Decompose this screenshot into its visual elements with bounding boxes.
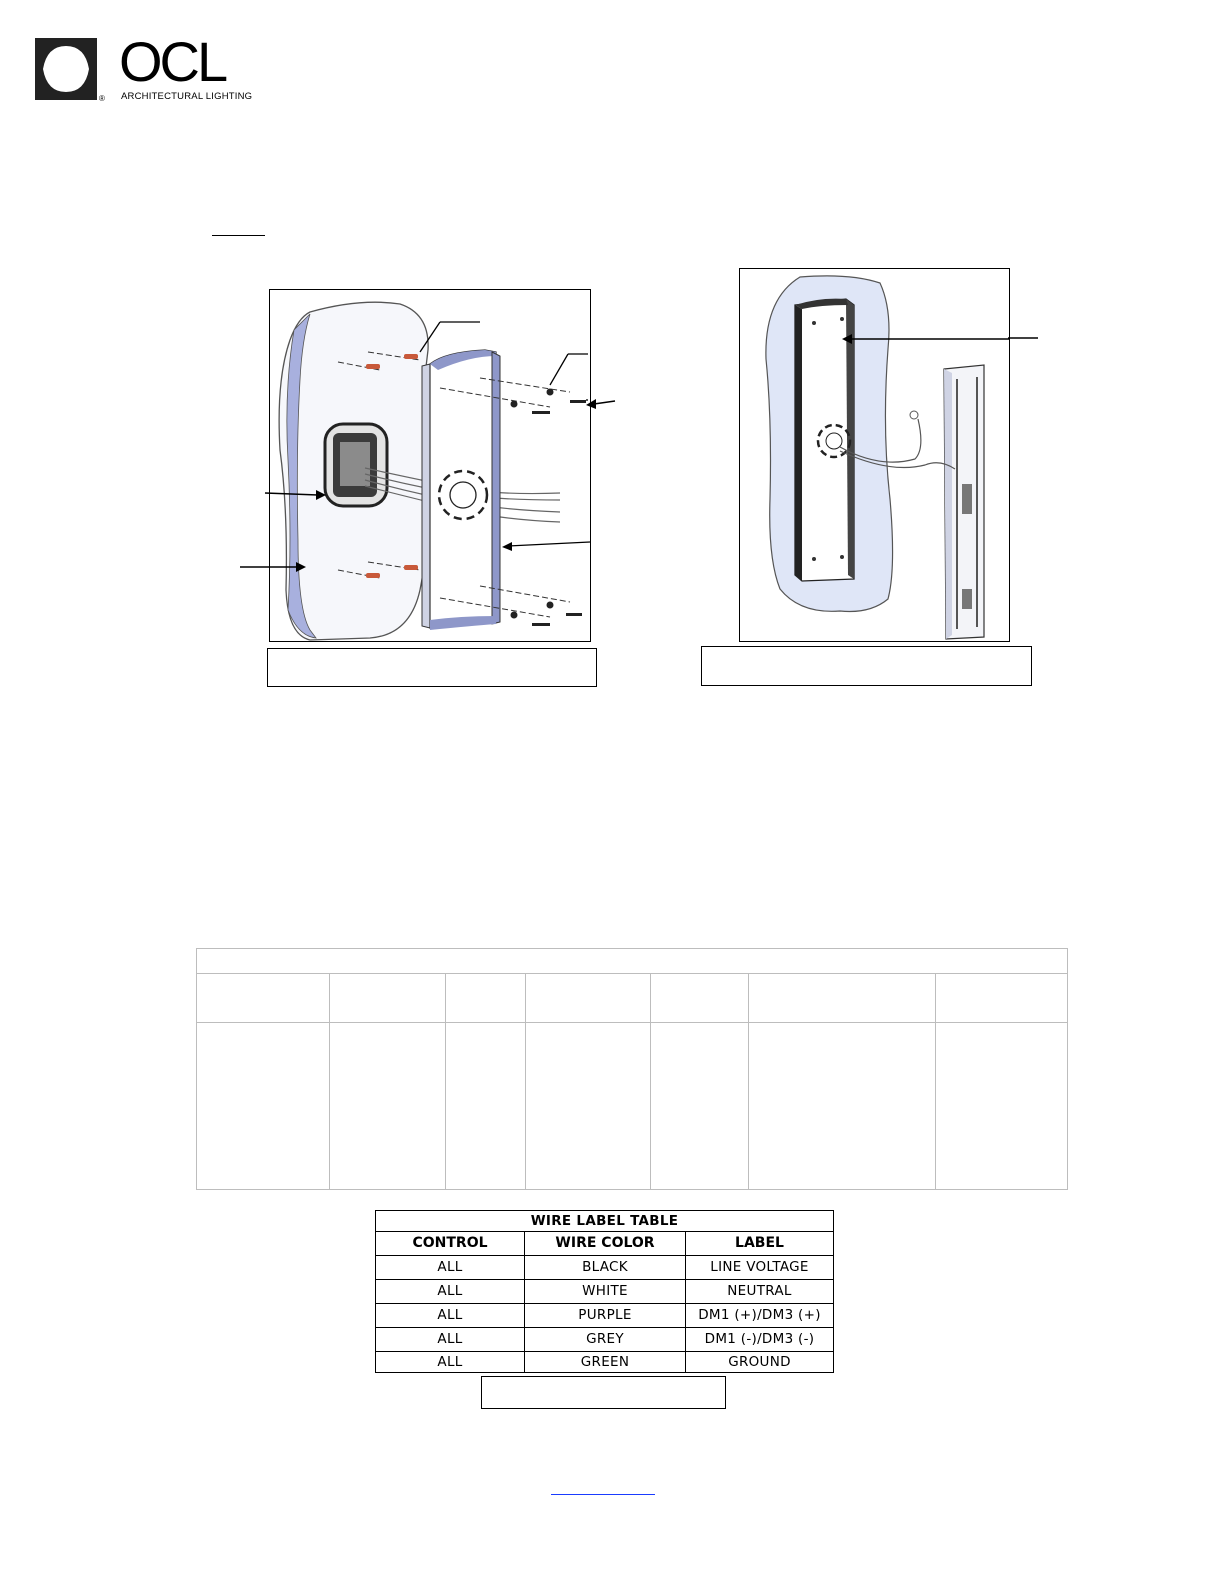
wire-table-caption-box <box>481 1376 726 1409</box>
control-cell: ALL <box>376 1256 525 1280</box>
ocl-logo-mark-icon <box>35 38 97 100</box>
column-header-control: CONTROL <box>376 1232 525 1256</box>
wire-color-cell: PURPLE <box>525 1304 686 1328</box>
table-row <box>376 1328 834 1352</box>
website-link[interactable] <box>551 1494 655 1495</box>
table-row <box>376 1304 834 1328</box>
wire-color-cell: GREY <box>525 1328 686 1352</box>
column-header-wire-color: WIRE COLOR <box>525 1232 686 1256</box>
table-row <box>376 1280 834 1304</box>
spec-table-body-divider <box>197 1022 1067 1023</box>
specification-table <box>196 948 1068 1190</box>
wire-color-cell: BLACK <box>525 1256 686 1280</box>
figure-1-external-callouts <box>230 395 630 585</box>
label-cell: NEUTRAL <box>686 1280 834 1304</box>
column-header-label: LABEL <box>686 1232 834 1256</box>
spec-table-column-divider <box>935 973 936 1189</box>
label-cell: LINE VOLTAGE <box>686 1256 834 1280</box>
figure-1-caption-box <box>267 648 597 687</box>
control-cell: ALL <box>376 1328 525 1352</box>
table-row <box>376 1352 834 1373</box>
connection-illustration <box>740 269 1009 641</box>
control-cell: ALL <box>376 1304 525 1328</box>
control-cell: ALL <box>376 1280 525 1304</box>
table-row <box>376 1256 834 1280</box>
wire-color-cell: GREEN <box>525 1352 686 1373</box>
logo-tagline: ARCHITECTURAL LIGHTING <box>121 91 253 102</box>
spec-table-column-divider <box>650 973 651 1189</box>
logo-wordmark: OCL <box>119 30 226 93</box>
wire-color-cell: WHITE <box>525 1280 686 1304</box>
connection-figure <box>739 268 1010 642</box>
control-cell: ALL <box>376 1352 525 1373</box>
figure-2-caption-box <box>701 646 1032 686</box>
label-cell: DM1 (-)/DM3 (-) <box>686 1328 834 1352</box>
wire-label-table-title: WIRE LABEL TABLE <box>376 1211 834 1232</box>
label-cell: GROUND <box>686 1352 834 1373</box>
spec-table-header-divider <box>197 973 1067 974</box>
ocl-logo <box>35 30 253 108</box>
figure-2-external-callout <box>1008 333 1040 343</box>
spec-table-column-divider <box>748 973 749 1189</box>
wire-label-table <box>375 1210 834 1373</box>
spec-table-column-divider <box>329 973 330 1189</box>
label-cell: DM1 (+)/DM3 (+) <box>686 1304 834 1328</box>
spec-table-column-divider <box>445 973 446 1189</box>
note-underline <box>212 235 265 236</box>
registered-mark: ® <box>99 94 105 103</box>
spec-table-column-divider <box>525 973 526 1189</box>
